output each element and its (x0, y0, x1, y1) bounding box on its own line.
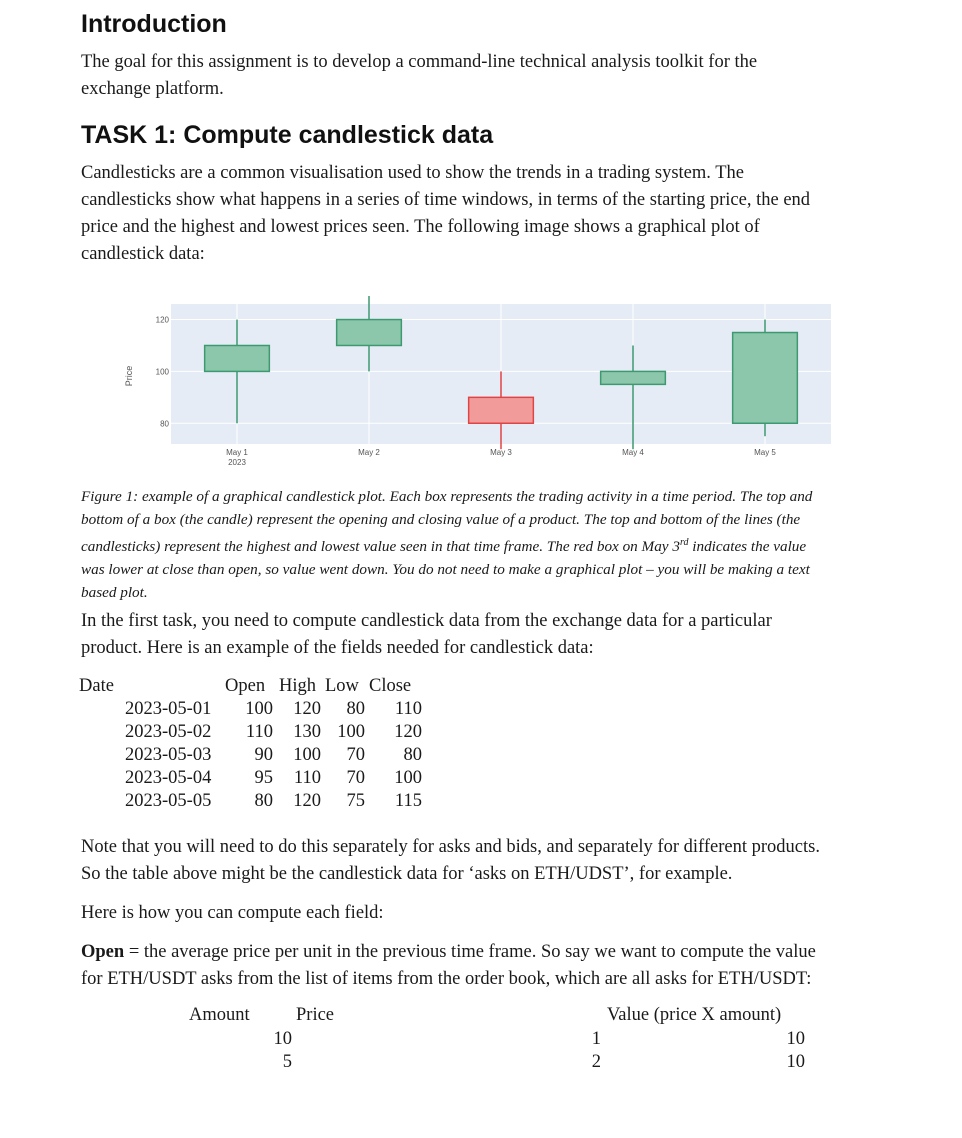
table-row (0, 1028, 962, 1051)
cell-value: 10 (786, 1029, 805, 1049)
cell-date: 2023-05-02 (125, 722, 212, 742)
header-open: Open (225, 676, 266, 696)
table-row (0, 1051, 962, 1074)
term-open: Open (81, 942, 125, 962)
x-tick-sublabel: 2023 (228, 458, 246, 467)
x-tick-label: May 4 (622, 448, 644, 457)
text-line: product. Here is an example of the fields needed for candlestick data: (81, 638, 594, 658)
intro-paragraph (81, 49, 757, 103)
cell-open: 90 (254, 745, 273, 765)
text-line: Note that you will need to do this separately for asks and bids, and separately for different products. (81, 837, 820, 857)
text-line: So the table above might be the candlestick data for ‘asks on ETH/UDST’, for example. (81, 864, 733, 884)
text-span: = the average price per unit in the previous time frame. So say we want to compute the value (124, 942, 816, 962)
cell-close: 115 (394, 791, 422, 811)
cell-close: 110 (394, 699, 422, 719)
y-tick-label: 120 (155, 315, 169, 325)
candle-body (601, 371, 666, 384)
y-tick-label: 100 (155, 367, 169, 377)
text-line: for ETH/USDT asks from the list of items from the order book, which are all asks for ETH/USDT: (81, 969, 812, 989)
cell-open: 80 (254, 791, 273, 811)
text-line: candlestick data: (81, 244, 205, 264)
y-tick-label: 80 (160, 419, 169, 429)
caption-line: bottom of a box (the candle) represent the opening and closing value of a product. The top and bottom of the lines (the (81, 511, 801, 528)
candlestick-chart (110, 296, 840, 476)
cell-open: 95 (254, 768, 273, 788)
candle-body (733, 333, 798, 424)
header-date: Date (79, 676, 114, 696)
header-low: Low (325, 676, 359, 696)
table-row (79, 744, 439, 767)
candle-body (337, 320, 402, 346)
task1-paragraph-2 (81, 608, 772, 662)
header-amount: Amount (189, 1005, 250, 1025)
header-high: High (279, 676, 316, 696)
cell-low: 70 (346, 768, 365, 788)
caption-superscript: rd (679, 537, 689, 548)
cell-price: 2 (591, 1052, 601, 1072)
cell-price: 1 (591, 1029, 601, 1049)
x-tick-labels (226, 448, 776, 467)
cell-low: 80 (346, 699, 365, 719)
y-tick-labels (156, 316, 170, 429)
table-row (79, 698, 439, 721)
task1-paragraph (81, 160, 810, 268)
text-line: exchange platform. (81, 79, 224, 99)
header-value: Value (price X amount) (607, 1005, 782, 1025)
task1-heading: TASK 1: Compute candlestick data (81, 121, 494, 149)
cell-date: 2023-05-05 (125, 791, 212, 811)
text-line: Candlesticks are a common visualisation used to show the trends in a trading system. The (81, 163, 744, 183)
intro-heading: Introduction (81, 10, 227, 38)
table-row (79, 767, 439, 790)
figure-caption (81, 485, 812, 604)
x-tick-label: May 1 (226, 448, 248, 457)
task1-paragraph-4: Here is how you can compute each field: (81, 903, 384, 923)
caption-line: based plot. (81, 584, 148, 602)
x-tick-label: May 3 (490, 448, 512, 457)
cell-value: 10 (786, 1052, 805, 1072)
cell-open: 110 (245, 722, 273, 742)
text-line: In the first task, you need to compute candlestick data from the exchange data for a particular (81, 611, 772, 631)
cell-high: 130 (293, 722, 321, 742)
cell-date: 2023-05-01 (125, 699, 212, 719)
cell-low: 70 (346, 745, 365, 765)
x-tick-label: May 2 (358, 448, 380, 457)
cell-amount: 5 (282, 1052, 292, 1072)
table-row (79, 790, 439, 813)
text-line: The goal for this assignment is to develop a command-line technical analysis toolkit for the (81, 52, 758, 72)
header-close: Close (369, 676, 412, 696)
caption-text: candlesticks) represent the highest and lowest value seen in that time frame. The red box on May 3 (81, 538, 680, 556)
cell-low: 100 (337, 722, 365, 742)
candle-body (469, 397, 534, 423)
candlestick-table (79, 675, 439, 815)
text-line: candlesticks show what happens in a series of time windows, in terms of the starting price, the end (81, 190, 811, 210)
cell-amount: 10 (273, 1029, 292, 1049)
text-line (81, 939, 816, 966)
candle-body (205, 345, 270, 371)
caption-line: was lower at close than open, so value went down. You do not need to make a graphical plot – you will be making a text (81, 561, 810, 579)
cell-high: 100 (293, 745, 321, 765)
cell-high: 110 (293, 768, 321, 788)
cell-close: 100 (394, 768, 422, 788)
caption-line: Figure 1: example of a graphical candlestick plot. Each box represents the trading activity in a time period. The top and (81, 488, 813, 505)
x-tick-label: May 5 (754, 448, 776, 457)
text-line: price and the highest and lowest prices seen. The following image shows a graphical plot of (81, 217, 760, 237)
order-book-table (0, 1004, 962, 1074)
cell-close: 80 (403, 745, 422, 765)
open-definition (81, 939, 816, 993)
cell-date: 2023-05-03 (125, 745, 212, 765)
caption-text: indicates the value (688, 538, 807, 556)
cell-high: 120 (293, 791, 321, 811)
task1-paragraph-3 (81, 834, 820, 888)
header-price: Price (296, 1005, 335, 1025)
cell-low: 75 (346, 791, 365, 811)
table-row (79, 721, 439, 744)
cell-close: 120 (394, 722, 422, 742)
cell-high: 120 (293, 699, 321, 719)
cell-date: 2023-05-04 (125, 768, 212, 788)
caption-line (81, 531, 812, 558)
y-axis-label: Price (124, 365, 134, 387)
cell-open: 100 (245, 699, 273, 719)
